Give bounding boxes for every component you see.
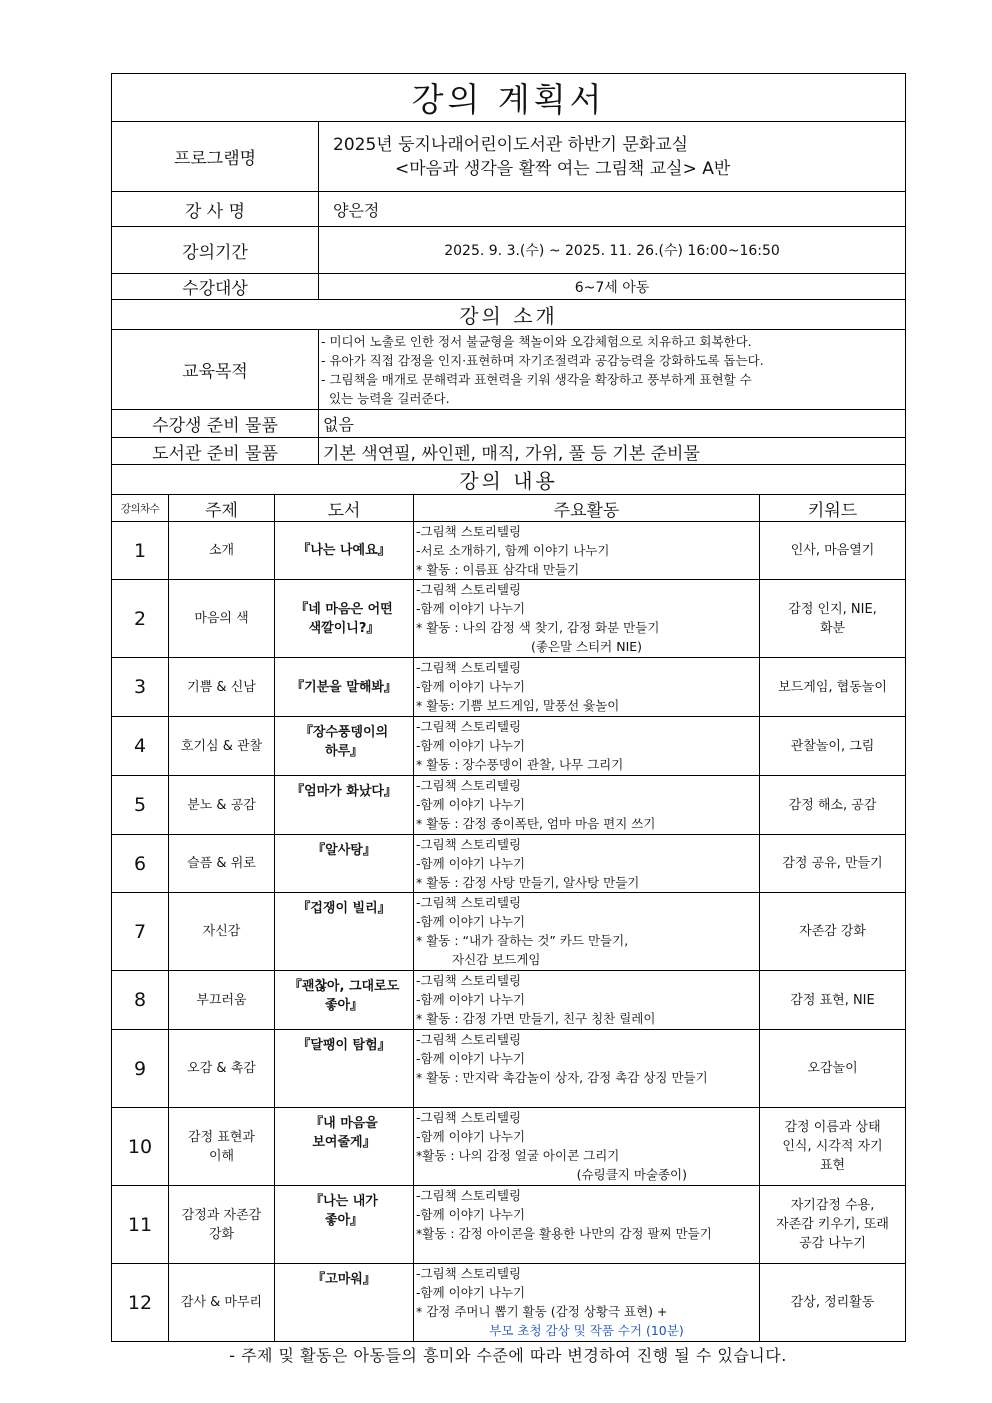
cell-line: 감정 표현과: [188, 1129, 255, 1145]
activity-line: -함께 이야기 나누기: [416, 914, 526, 929]
cell-line: 부끄러움: [196, 992, 247, 1008]
session-activities: [414, 658, 760, 717]
session-keyword: [760, 971, 906, 1030]
session-number: 8: [112, 971, 169, 1030]
activity-line: * 활동 : 감정 가면 만들기, 친구 칭찬 릴레이: [416, 1011, 656, 1026]
cell-line: 자기감정 수용,: [790, 1198, 875, 1213]
session-keyword: [760, 893, 906, 971]
activity-line: *활동 : 감정 아이콘을 활용한 나만의 감정 팔찌 만들기: [416, 1226, 712, 1241]
session-book: [275, 893, 414, 971]
content-heading: 강의 내용: [112, 465, 906, 495]
activity-line: -함께 이야기 나누기: [416, 738, 526, 753]
activity-line: -그림책 스토리텔링: [416, 895, 522, 910]
session-row: [112, 580, 906, 658]
session-theme: [169, 658, 275, 717]
cell-line: 호기심 & 관찰: [180, 738, 263, 754]
cell-line: 『알사탕』: [312, 843, 376, 858]
session-keyword: [760, 776, 906, 835]
document-title: 강의 계획서: [112, 74, 906, 122]
period-label: 강의기간: [112, 227, 319, 274]
session-book: [275, 580, 414, 658]
session-book: [275, 776, 414, 835]
activity-line: -그림책 스토리텔링: [416, 1188, 522, 1203]
activity-line: * 활동 : “내가 잘하는 것” 카드 만들기,: [416, 933, 629, 948]
cell-line: 『괜찮아, 그대로도: [288, 979, 400, 994]
target-label: 수강대상: [112, 274, 319, 300]
session-activities: [414, 835, 760, 893]
cell-line: 좋아』: [324, 998, 364, 1013]
session-book: [275, 1186, 414, 1264]
session-row: [112, 1108, 906, 1186]
cell-line: 『고마워』: [312, 1272, 376, 1287]
activity-line: * 활동 : 만지락 촉감놀이 상자, 감정 촉감 상징 만들기: [416, 1070, 708, 1085]
student-prep-value: 없음: [319, 410, 906, 438]
goal-line: - 그림책을 매개로 문해력과 표현력을 키워 생각을 확장하고 풍부하게 표현할 수: [321, 371, 752, 387]
session-row: [112, 971, 906, 1030]
cell-line: 보여줄게』: [312, 1135, 376, 1150]
session-row: [112, 776, 906, 835]
goal-line: 있는 능력을 길러준다.: [329, 390, 450, 406]
student-prep-label: 수강생 준비 물품: [112, 410, 319, 438]
activity-line: -함께 이야기 나누기: [416, 1051, 526, 1066]
session-book: [275, 971, 414, 1030]
session-theme: [169, 522, 275, 580]
session-keyword: [760, 1186, 906, 1264]
session-row: [112, 522, 906, 580]
activity-line: * 감정 주머니 뽑기 활동 (감정 상황극 표현) +: [416, 1304, 668, 1319]
session-row: [112, 893, 906, 971]
activity-line: -함께 이야기 나누기: [416, 1285, 526, 1300]
session-activities: [414, 1264, 760, 1342]
session-keyword: [760, 1030, 906, 1108]
lecture-plan-table: [111, 73, 906, 1342]
library-prep-value: 기본 색연필, 싸인펜, 매직, 가위, 풀 등 기본 준비물: [319, 438, 906, 465]
cell-line: 감사 & 마무리: [180, 1295, 263, 1310]
cell-line: 『엄마가 화났다』: [291, 784, 397, 799]
activity-line: -함께 이야기 나누기: [416, 679, 526, 694]
cell-line: 소개: [208, 543, 235, 558]
goal-line: - 유아가 직접 감정을 인지·표현하며 자기조절력과 공감능력을 강화하도록 돕는다.: [321, 352, 764, 368]
session-theme: [169, 1186, 275, 1264]
session-theme: [169, 717, 275, 776]
intro-heading: 강의 소개: [112, 300, 906, 330]
cell-line: 보드게임, 협동놀이: [778, 679, 887, 695]
session-theme: [169, 1264, 275, 1342]
session-theme: [169, 776, 275, 835]
footnote: - 주제 및 활동은 아동들의 흥미와 수준에 따라 변경하여 진행 될 수 있습니다.: [229, 1346, 787, 1365]
activity-line: -함께 이야기 나누기: [416, 992, 526, 1007]
goal-line: - 미디어 노출로 인한 정서 불균형을 책놀이와 오감체험으로 치유하고 회복한다.: [321, 333, 752, 349]
session-book: [275, 522, 414, 580]
session-keyword: [760, 522, 906, 580]
session-number: 1: [112, 522, 169, 580]
session-book: [275, 1030, 414, 1108]
session-row: [112, 1186, 906, 1264]
session-keyword: [760, 717, 906, 776]
cell-line: 슬픔 & 위로: [187, 856, 256, 871]
activity-line: 부모 초청 감상 및 작품 수거 (10분): [489, 1323, 684, 1338]
session-activities: [414, 580, 760, 658]
cell-line: 인사, 마음열기: [790, 543, 875, 558]
session-row: [112, 1030, 906, 1108]
cell-line: 감정 이름과 상태: [784, 1120, 881, 1135]
lecture-plan-document: [111, 73, 905, 1342]
session-keyword: [760, 580, 906, 658]
program-label: 프로그램명: [112, 122, 319, 192]
header-theme: 주제: [169, 495, 275, 522]
cell-line: 『네 마음은 어떤: [295, 601, 393, 617]
cell-line: 하루』: [324, 744, 364, 759]
session-keyword: [760, 835, 906, 893]
cell-line: 오감 & 촉감: [187, 1061, 256, 1076]
cell-line: 『나는 나예요』: [297, 543, 391, 558]
activity-line: -함께 이야기 나누기: [416, 601, 526, 616]
cell-line: 『겁쟁이 빌리』: [297, 901, 391, 916]
session-book: [275, 717, 414, 776]
goals-label: 교육목적: [112, 330, 319, 410]
session-number: 2: [112, 580, 169, 658]
activity-line: -그림책 스토리텔링: [416, 778, 522, 793]
session-activities: [414, 1030, 760, 1108]
session-row: [112, 1264, 906, 1342]
program-line-2: <마음과 생각을 활짝 여는 그림책 교실> A반: [395, 158, 731, 179]
activity-line: * 활동: 기쁨 보드게임, 말풍선 윷놀이: [416, 698, 620, 713]
cell-line: 『기분을 말해봐』: [291, 679, 397, 695]
cell-line: 분노 & 공감: [187, 797, 256, 813]
activity-line: * 활동 : 감정 사탕 만들기, 알사탕 만들기: [416, 875, 640, 890]
cell-line: 표현: [819, 1158, 846, 1173]
activity-line: -함께 이야기 나누기: [416, 856, 526, 871]
cell-line: 자신감: [202, 924, 241, 939]
session-number: 4: [112, 717, 169, 776]
header-session: 강의차수: [112, 495, 169, 522]
activity-line: *활동 : 나의 감정 얼굴 아이콘 그리기: [416, 1148, 620, 1163]
period-value: 2025. 9. 3.(수) ~ 2025. 11. 26.(수) 16:00~16:50: [319, 227, 906, 274]
activity-line: -함께 이야기 나누기: [416, 797, 526, 812]
goals-list: [319, 330, 906, 410]
session-row: [112, 658, 906, 717]
cell-line: 감정 해소, 공감: [788, 797, 877, 813]
session-theme: [169, 580, 275, 658]
activity-line: * 활동 : 이름표 삼각대 만들기: [416, 562, 580, 577]
session-keyword: [760, 1264, 906, 1342]
session-activities: [414, 522, 760, 580]
session-number: 7: [112, 893, 169, 971]
session-activities: [414, 717, 760, 776]
session-keyword: [760, 658, 906, 717]
session-keyword: [760, 1108, 906, 1186]
session-row: [112, 835, 906, 893]
cell-line: 감상, 정리활동: [790, 1295, 875, 1310]
cell-line: 감정 표현, NIE: [790, 992, 875, 1008]
session-number: 10: [112, 1108, 169, 1186]
activity-line: -그림책 스토리텔링: [416, 837, 522, 852]
session-number: 5: [112, 776, 169, 835]
activity-line: * 활동 : 장수풍뎅이 관찰, 나무 그리기: [416, 757, 624, 772]
cell-line: 『장수풍뎅이의: [299, 725, 389, 740]
cell-line: 강화: [208, 1226, 235, 1242]
header-activity: 주요활동: [414, 495, 760, 522]
activity-line: -함께 이야기 나누기: [416, 1207, 526, 1222]
cell-line: 좋아』: [324, 1213, 364, 1228]
activity-line: -그림책 스토리텔링: [416, 1032, 522, 1047]
cell-line: 『나는 내가: [310, 1194, 378, 1209]
session-activities: [414, 893, 760, 971]
session-book: [275, 835, 414, 893]
session-number: 9: [112, 1030, 169, 1108]
session-activities: [414, 776, 760, 835]
activity-line: -그림책 스토리텔링: [416, 524, 522, 539]
session-rows: [112, 522, 906, 1342]
session-book: [275, 1108, 414, 1186]
cell-line: 색깔이니?』: [308, 620, 380, 636]
cell-line: 자존감 키우기, 또래: [776, 1217, 889, 1232]
session-number: 11: [112, 1186, 169, 1264]
header-keyword: 키워드: [760, 495, 906, 522]
target-value: 6~7세 아동: [319, 274, 906, 300]
activity-line: * 활동 : 나의 감정 색 찾기, 감정 화분 만들기: [416, 620, 660, 635]
session-theme: [169, 835, 275, 893]
cell-line: 감정과 자존감: [181, 1207, 262, 1223]
cell-line: 관찰놀이, 그림: [790, 738, 875, 754]
activity-line: -그림책 스토리텔링: [416, 1110, 522, 1125]
cell-line: 『내 마음을: [310, 1116, 378, 1131]
activity-line: -그림책 스토리텔링: [416, 973, 522, 988]
library-prep-label: 도서관 준비 물품: [112, 438, 319, 465]
activity-line: -그림책 스토리텔링: [416, 719, 522, 734]
cell-line: 공감 나누기: [799, 1236, 866, 1251]
cell-line: 인식, 시각적 자기: [782, 1139, 883, 1154]
cell-line: 기쁨 & 신남: [187, 679, 256, 695]
activity-line: (좋은말 스티커 NIE): [530, 639, 643, 654]
cell-line: 화분: [819, 620, 846, 636]
session-theme: [169, 1108, 275, 1186]
instructor-value: 양은정: [319, 192, 906, 227]
cell-line: 『달팽이 탐험』: [297, 1038, 391, 1053]
session-activities: [414, 1186, 760, 1264]
cell-line: 자존감 강화: [799, 924, 866, 939]
cell-line: 감정 인지, NIE,: [788, 601, 877, 617]
activity-line: * 활동 : 감정 종이폭탄, 엄마 마음 편지 쓰기: [416, 816, 656, 831]
instructor-label: 강 사 명: [112, 192, 319, 227]
activity-line: 자신감 보드게임: [452, 952, 541, 967]
session-row: [112, 717, 906, 776]
session-activities: [414, 971, 760, 1030]
activity-line: -그림책 스토리텔링: [416, 582, 522, 597]
cell-line: 감정 공유, 만들기: [782, 856, 883, 871]
session-number: 12: [112, 1264, 169, 1342]
session-theme: [169, 1030, 275, 1108]
activity-line: -그림책 스토리텔링: [416, 660, 522, 675]
session-theme: [169, 893, 275, 971]
cell-line: 마음의 색: [194, 611, 249, 626]
cell-line: 오감놀이: [807, 1061, 858, 1076]
activity-line: -서로 소개하기, 함께 이야기 나누기: [416, 543, 610, 558]
session-activities: [414, 1108, 760, 1186]
activity-line: (슈링클지 마술종이): [576, 1167, 687, 1182]
header-book: 도서: [275, 495, 414, 522]
program-line-1: 2025년 둥지나래어린이도서관 하반기 문화교실: [333, 134, 689, 155]
activity-line: -그림책 스토리텔링: [416, 1266, 522, 1281]
session-book: [275, 1264, 414, 1342]
session-theme: [169, 971, 275, 1030]
session-book: [275, 658, 414, 717]
cell-line: 이해: [208, 1148, 235, 1164]
session-number: 6: [112, 835, 169, 893]
session-number: 3: [112, 658, 169, 717]
activity-line: -함께 이야기 나누기: [416, 1129, 526, 1144]
